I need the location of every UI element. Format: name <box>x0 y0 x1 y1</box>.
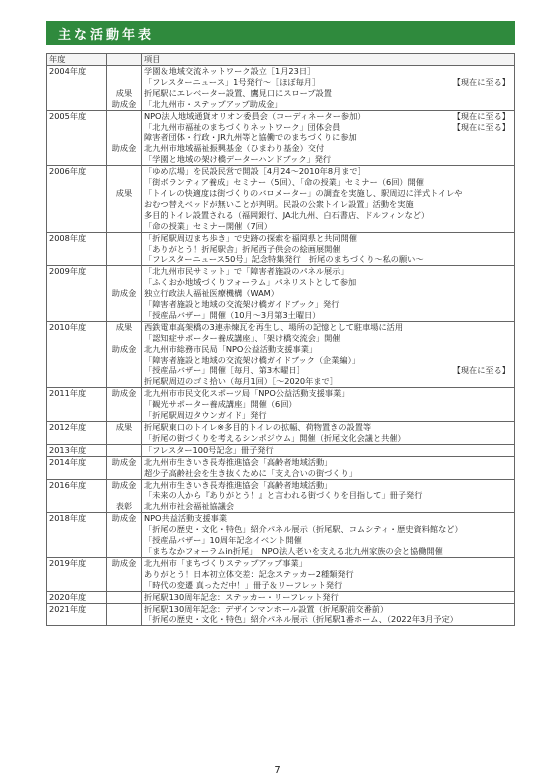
category-cell <box>107 479 142 513</box>
table-row <box>47 557 515 591</box>
item-text: ありがとう！日本初立体交差：記念ステッカー2種類発行 <box>144 568 354 579</box>
item-text: 「時代の変遷 真っただ中！」冊子＆リーフレット発行 <box>144 579 343 590</box>
item-line <box>144 480 512 491</box>
category-label <box>109 221 139 232</box>
table-row <box>47 110 515 166</box>
year-cell: 2011年度 <box>47 388 107 422</box>
item-text: 「折尾の歴史・文化・特色」紹介パネル展示（折尾駅、コムシティ・歴史資料館など） <box>144 524 463 535</box>
item-text: 多目的トイレ設置される（福岡銀行、JA北九州、白石書店、ドルフィンなど） <box>144 209 430 220</box>
category-label <box>109 592 139 603</box>
item-text: 折尾駅130周年記念：デザインマンホール設置（折尾駅前交番前） <box>144 603 389 614</box>
item-line <box>144 244 512 255</box>
item-line <box>144 177 512 188</box>
year-cell: 2012年度 <box>47 422 107 445</box>
item-line <box>144 322 512 333</box>
year-cell: 2014年度 <box>47 456 107 479</box>
table-row <box>47 66 515 111</box>
item-line <box>144 614 512 625</box>
item-text: 学園＆地域交流ネットワーク設立［1月23日］ <box>144 66 316 76</box>
item-text: NPO法人地域通貨オリオン委員会（コーディネーター参加） <box>144 110 366 121</box>
item-line <box>144 376 512 387</box>
category-label <box>109 254 139 265</box>
item-cell <box>142 422 515 445</box>
category-label <box>109 154 139 165</box>
item-text: 「フレスター100号記念」冊子発行 <box>144 444 274 455</box>
item-text: 超少子高齢社会を生き抜くために「支え合いの街づくり」 <box>144 467 357 478</box>
item-text: 北九州市地域福祉振興基金（ひまわり基金）交付 <box>144 143 325 154</box>
item-line <box>144 410 512 421</box>
category-label: 助成金 <box>111 513 137 524</box>
category-label <box>109 569 139 580</box>
year-cell: 2016年度 <box>47 479 107 513</box>
item-line <box>144 111 512 122</box>
item-line <box>144 388 512 399</box>
category-label: 助成金 <box>111 343 137 354</box>
item-cell <box>142 110 515 166</box>
item-text: 西鉄電車高架橋の3連赤煉瓦を再生し、場所の記憶として駐車場に活用 <box>144 321 404 332</box>
item-cell <box>142 456 515 479</box>
category-cell <box>107 110 142 166</box>
table-row <box>47 513 515 558</box>
table-row <box>47 266 515 322</box>
category-label <box>109 244 139 255</box>
category-label <box>109 233 139 244</box>
category-label <box>109 468 139 479</box>
table-row <box>47 603 515 626</box>
year-cell: 2005年度 <box>47 110 107 166</box>
item-cell <box>142 166 515 232</box>
header-item: 項目 <box>142 54 515 66</box>
item-line <box>144 433 512 444</box>
category-label <box>109 410 139 421</box>
item-text: 北九州市「まちづくりステップアップ事業」 <box>144 557 307 568</box>
item-line <box>144 221 512 232</box>
category-label <box>109 399 139 410</box>
category-label: 成果 <box>115 87 133 98</box>
category-label: 成果 <box>115 321 133 332</box>
category-cell <box>107 513 142 558</box>
category-label: 助成金 <box>111 479 137 490</box>
item-text: 「トイレの快適度は街づくりのバロメーター」の調査を実施し、駅周辺に洋式トイレや <box>144 187 463 198</box>
year-cell: 2010年度 <box>47 321 107 387</box>
section-title: 主な活動年表 <box>58 27 155 43</box>
item-text: 折尾駅にエレベーター設置、鷹見口にスロープ設置 <box>144 87 332 98</box>
category-label: 助成金 <box>111 557 137 568</box>
item-text: 北九州市生きいき長寿推進協会「高齢者地域活動」 <box>144 479 333 490</box>
item-text: 「障害者施設と地域の交流架け橋ガイドブック」発行 <box>144 299 340 310</box>
item-line <box>144 299 512 310</box>
category-cell <box>107 603 142 626</box>
item-text: 「認知症サポーター養成講座」、「架け橋交流会」開催 <box>144 332 341 343</box>
item-text: 「まちなかフォーラムin折尾」 NPO法人老いを支える北九州家族の会と協働開催 <box>144 545 443 556</box>
item-line <box>144 535 512 546</box>
category-cell <box>107 388 142 422</box>
item-line <box>144 580 512 591</box>
item-cell <box>142 603 515 626</box>
category-label <box>109 266 139 277</box>
item-cell <box>142 444 515 456</box>
category-label <box>109 310 139 321</box>
item-text: 折尾駅周辺のゴミ拾い（毎月1回）［～2020年まで］ <box>144 376 338 387</box>
item-cell <box>142 266 515 322</box>
item-cell <box>142 388 515 422</box>
category-label <box>109 333 139 344</box>
category-label <box>109 132 139 143</box>
table-row <box>47 232 515 266</box>
activity-timeline-table <box>46 53 515 626</box>
item-line <box>144 524 512 535</box>
category-label <box>109 490 139 501</box>
category-cell <box>107 66 142 111</box>
item-text: 「折尾駅周辺タウンガイド」発行 <box>144 410 267 421</box>
table-row <box>47 422 515 445</box>
category-label: 成果 <box>115 187 133 198</box>
item-text: 北九州市市民文化スポーツ局「NPO公益活動支援事業」 <box>144 388 350 399</box>
item-text: NPO共益活動支援事業 <box>144 513 228 524</box>
status-tag: 【現在に至る】 <box>452 76 510 87</box>
item-line <box>144 546 512 557</box>
table-row <box>47 591 515 603</box>
table-row <box>47 456 515 479</box>
category-label <box>109 177 139 188</box>
item-line <box>144 122 512 133</box>
item-text: 「未来の人から『ありがとう！』と言われる街づくりを目指して」冊子発行 <box>144 490 423 501</box>
item-line <box>144 422 512 433</box>
year-cell: 2019年度 <box>47 557 107 591</box>
category-label: 表彰 <box>115 501 133 512</box>
item-line <box>144 592 512 603</box>
category-cell <box>107 266 142 322</box>
category-label <box>109 433 139 444</box>
category-cell <box>107 444 142 456</box>
category-label <box>109 210 139 221</box>
category-label <box>109 365 139 376</box>
category-label: 成果 <box>115 422 133 432</box>
item-line <box>144 445 512 456</box>
category-label <box>109 524 139 535</box>
item-line <box>144 77 512 88</box>
item-cell <box>142 321 515 387</box>
table-row <box>47 166 515 232</box>
item-text: 「フレスターニュース」1号発行～［ほぼ毎月］ <box>144 76 321 87</box>
category-cell <box>107 232 142 266</box>
item-text: 「折尾の歴史・文化・特色」紹介パネル展示（折尾駅1番ホーム、（2022年3月予定） <box>144 614 458 625</box>
table-row <box>47 388 515 422</box>
category-label <box>109 355 139 366</box>
item-line <box>144 88 512 99</box>
item-text: 「授産品バザー」開催［毎月、第3木曜日］ <box>144 365 305 376</box>
category-label <box>109 445 139 456</box>
year-cell: 2009年度 <box>47 266 107 322</box>
item-text: 北九州市社会福祉協議会 <box>144 501 235 512</box>
item-line <box>144 399 512 410</box>
item-text: 北九州市総務市民局「NPO公益活動支援事業」 <box>144 343 318 354</box>
category-label <box>109 66 139 77</box>
category-cell <box>107 557 142 591</box>
table-header-row <box>47 54 515 66</box>
category-cell <box>107 166 142 232</box>
item-text: 折尾駅130周年記念：ステッカー・リーフレット発行 <box>144 591 339 602</box>
status-tag: 【現在に至る】 <box>452 365 510 376</box>
category-cell <box>107 422 142 445</box>
item-text: 「折尾駅周辺まち歩き」で史跡の探索を福岡県と共同開催 <box>144 232 357 243</box>
item-line <box>144 310 512 321</box>
item-line <box>144 154 512 165</box>
status-tag: 【現在に至る】 <box>452 110 510 121</box>
item-text: 「命の授業」セミナー開催（7回） <box>144 220 273 231</box>
category-label: 助成金 <box>111 98 137 109</box>
item-text: 「授産品バザー」10周年記念イベント開催 <box>144 535 302 546</box>
category-label <box>109 614 139 625</box>
year-cell: 2013年度 <box>47 444 107 456</box>
category-label <box>109 77 139 88</box>
year-cell: 2020年度 <box>47 591 107 603</box>
item-text: 折尾駅東口のトイレ※多目的トイレの拡幅、荷物置きの設置等 <box>144 422 372 432</box>
item-line <box>144 501 512 512</box>
item-cell <box>142 232 515 266</box>
item-line <box>144 569 512 580</box>
item-line <box>144 66 512 77</box>
item-line <box>144 233 512 244</box>
category-label <box>109 111 139 122</box>
category-label <box>109 199 139 210</box>
item-text: 「折尾の街づくりを考えるシンポジウム」開催（折尾文化会議と共催） <box>144 432 406 443</box>
item-line <box>144 333 512 344</box>
item-line <box>144 199 512 210</box>
item-cell <box>142 591 515 603</box>
section-title-banner <box>46 21 515 45</box>
category-cell <box>107 321 142 387</box>
category-label <box>109 546 139 557</box>
header-category <box>107 54 142 66</box>
category-label: 助成金 <box>111 388 137 399</box>
category-label: 助成金 <box>111 456 137 467</box>
table-row <box>47 479 515 513</box>
category-label <box>109 277 139 288</box>
status-tag: 【現在に至る】 <box>452 121 510 132</box>
year-cell: 2008年度 <box>47 232 107 266</box>
item-line <box>144 457 512 468</box>
item-line <box>144 277 512 288</box>
category-label <box>109 580 139 591</box>
item-line <box>144 288 512 299</box>
item-text: おむつ替えベッドが無いことが判明。民設の公衆トイレ設置」活動を実施 <box>144 198 414 209</box>
year-cell: 2004年度 <box>47 66 107 111</box>
item-line <box>144 365 512 376</box>
item-text: 障害者団体・行政・JR九州等と協働でのまちづくりに参加 <box>144 132 357 143</box>
item-text: 「街ボランティア養成」セミナー（5回）、「命の授業」セミナー（6回）開催 <box>144 177 424 188</box>
item-line <box>144 468 512 479</box>
item-line <box>144 166 512 177</box>
item-cell <box>142 479 515 513</box>
item-line <box>144 266 512 277</box>
table-body <box>47 66 515 626</box>
item-text: 「北九州市民サミット」で「障害者施設のパネル展示」 <box>144 266 349 277</box>
item-line <box>144 254 512 265</box>
table-row <box>47 444 515 456</box>
item-cell <box>142 66 515 111</box>
item-line <box>144 132 512 143</box>
item-line <box>144 344 512 355</box>
item-text: 「ありがとう！折尾駅舎」折尾西子供会の絵画展開催 <box>144 243 341 254</box>
item-text: 独立行政法人福祉医療機構（WAM） <box>144 288 279 299</box>
item-text: 「フレスターニュース50号」記念特集発行 折尾のまちづくり～私の願い～ <box>144 254 424 265</box>
category-label <box>109 299 139 310</box>
item-line <box>144 188 512 199</box>
item-text: 北九州市生きいき長寿推進協会「高齢者地域活動」 <box>144 456 333 467</box>
category-label <box>109 166 139 177</box>
item-line <box>144 210 512 221</box>
header-year: 年度 <box>47 54 107 66</box>
category-label <box>109 122 139 133</box>
category-label <box>109 535 139 546</box>
category-label <box>109 376 139 387</box>
item-cell <box>142 557 515 591</box>
item-text: 「北九州市・ステップアップ助成金」 <box>144 98 283 109</box>
page-number: 7 <box>274 765 281 776</box>
category-label: 助成金 <box>111 143 137 154</box>
category-cell <box>107 456 142 479</box>
item-text: 「観光サポーター養成講座」開催（6回） <box>144 399 297 410</box>
item-line <box>144 558 512 569</box>
item-line <box>144 604 512 615</box>
item-text: 「ふくおか地域づくりフォーラム」パネリストとして参加 <box>144 277 357 288</box>
year-cell: 2006年度 <box>47 166 107 232</box>
table-row <box>47 321 515 387</box>
year-cell: 2018年度 <box>47 513 107 558</box>
item-text: 「障害者施設と地域の交流架け橋ガイドブック（企業編）」 <box>144 354 360 365</box>
item-line <box>144 99 512 110</box>
item-line <box>144 143 512 154</box>
item-cell <box>142 513 515 558</box>
item-line <box>144 355 512 366</box>
category-cell <box>107 591 142 603</box>
item-text: 「学園と地域の架け橋データーハンドブック」発行 <box>144 154 332 165</box>
category-label: 助成金 <box>111 288 137 299</box>
category-label <box>109 604 139 615</box>
item-text: 「授産品バザー」開催（10月～3月第3土曜日） <box>144 309 321 320</box>
item-text: 「北九州市福祉のまちづくりネットワーク」団体会員 <box>144 121 341 132</box>
item-text: 「ゆめ広場」を民設民営で開設［4月24～2010年8月まで］ <box>144 166 366 177</box>
year-cell: 2021年度 <box>47 603 107 626</box>
item-line <box>144 513 512 524</box>
item-line <box>144 490 512 501</box>
